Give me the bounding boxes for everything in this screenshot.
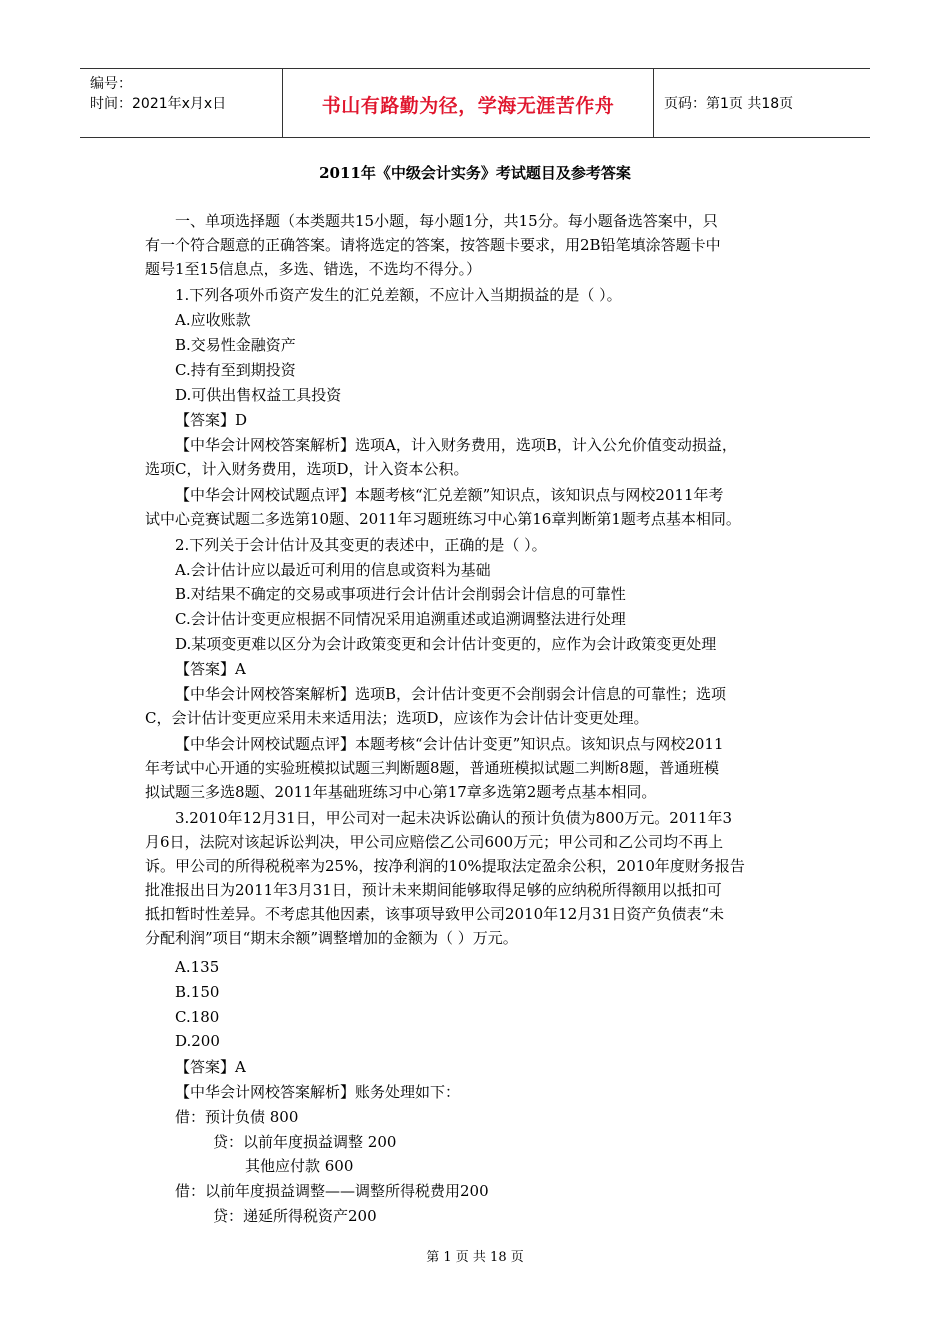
body-line: 【答案】A [175,660,246,678]
body-line: 3.2010年12月31日，甲公司对一起未决诉讼确认的预计负债为800万元。2011年3 [175,809,733,827]
header-page-cell [654,69,870,137]
body-line: 抵扣暂时性差异。不考虑其他因素，该事项导致甲公司2010年12月31日资产负债表“未 [145,905,725,923]
body-line: 1.下列各项外币资产发生的汇兑差额，不应计入当期损益的是（ ）。 [175,286,622,304]
body-line: 借：以前年度损益调整——调整所得税费用200 [175,1182,489,1200]
document-header [80,68,870,138]
body-line: 【中华会计网校试题点评】本题考核“汇兑差额”知识点，该知识点与网校2011年考 [175,486,724,504]
header-motto-cell [283,69,654,137]
body-line: 【答案】A [175,1058,246,1076]
body-line: 【答案】D [175,411,248,429]
body-line: 贷：递延所得税资产200 [213,1207,377,1225]
body-line: 借：预计负债 800 [175,1108,299,1126]
body-line: A.会计估计应以最近可利用的信息或资料为基础 [175,561,491,579]
body-line: 【中华会计网校答案解析】选项A，计入财务费用，选项B，计入公允价值变动损益， [175,436,737,454]
body-line: 拟试题三多选8题、2011年基础班练习中心第17章多选第2题考点基本相同。 [145,783,657,801]
body-line: 2.下列关于会计估计及其变更的表述中，正确的是（ ）。 [175,536,547,554]
body-line: D.可供出售权益工具投资 [175,386,342,404]
body-line: C.会计估计变更应根据不同情况采用追溯重述或追溯调整法进行处理 [175,610,626,628]
body-line: 分配利润”项目“期末余额”调整增加的金额为（ ）万元。 [145,929,518,947]
body-line: C.持有至到期投资 [175,361,296,379]
body-line: 题号1至15信息点，多选、错选，不选均不得分。） [145,260,482,278]
document-title: 2011年《中级会计实务》考试题目及参考答案 [319,164,631,182]
page-footer: 第 1 页 共 18 页 [426,1250,524,1265]
body-line: 【中华会计网校答案解析】账务处理如下： [175,1083,461,1101]
body-line: C.180 [175,1008,220,1026]
body-line: A.135 [175,958,220,976]
body-line: 诉。甲公司的所得税税率为25%，按净利润的10%提取法定盈余公积，2010年度财务报告 [145,857,745,875]
body-line: B.交易性金融资产 [175,336,296,354]
body-line: 【中华会计网校试题点评】本题考核“会计估计变更”知识点。该知识点与网校2011 [175,735,724,753]
date-label: 时间：2021年x月x日 [90,96,227,112]
body-line: 月6日，法院对该起诉讼判决，甲公司应赔偿乙公司600万元；甲公司和乙公司均不再上 [145,833,724,851]
body-line: C，会计估计变更应采用未来适用法；选项D，应该作为会计估计变更处理。 [145,709,649,727]
body-line: B.对结果不确定的交易或事项进行会计估计会削弱会计信息的可靠性 [175,585,626,603]
body-line: 试中心竞赛试题二多选第10题、2011年习题班练习中心第16章判断第1题考点基本相同。 [145,510,741,528]
body-line: 贷：以前年度损益调整 200 [213,1133,397,1151]
body-line: D.200 [175,1032,220,1050]
body-line: 批准报出日为2011年3月31日，预计未来期间能够取得足够的应纳税所得额用以抵扣可 [145,881,722,899]
body-line: D.某项变更难以区分为会计政策变更和会计估计变更的，应作为会计政策变更处理 [175,635,717,653]
body-line: 年考试中心开通的实验班模拟试题三判断题8题，普通班模拟试题二判断8题，普通班模 [145,759,720,777]
body-line: 其他应付款 600 [245,1157,354,1175]
number-label: 编号： [90,76,132,92]
motto-text: 书山有路勤为径，学海无涯苦作舟 [321,95,615,117]
body-line: 选项C，计入财务费用，选项D，计入资本公积。 [145,460,469,478]
body-line: 有一个符合题意的正确答案。请将选定的答案，按答题卡要求，用2B铅笔填涂答题卡中 [145,236,721,254]
body-line: A.应收账款 [175,311,251,329]
body-line: 【中华会计网校答案解析】选项B，会计估计变更不会削弱会计信息的可靠性；选项 [175,685,727,703]
page-info: 页码：第1页 共18页 [664,96,794,112]
header-meta-cell [80,69,283,137]
body-line: 一、单项选择题（本类题共15小题，每小题1分，共15分。每小题备选答案中，只 [175,212,718,230]
body-line: B.150 [175,983,220,1001]
